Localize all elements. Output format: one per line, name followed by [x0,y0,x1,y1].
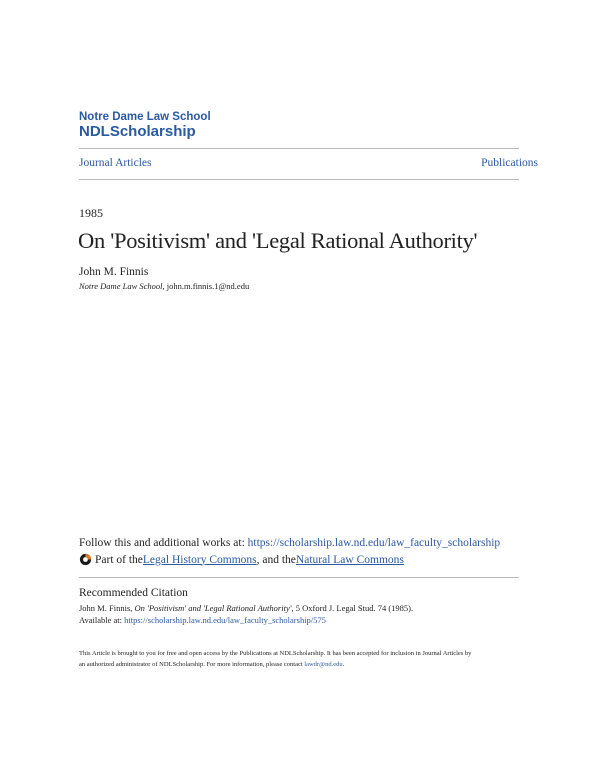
legal-history-commons-link[interactable]: Legal History Commons [142,553,257,566]
notice-prefix: an authorized administrator of NDLScholarship. For more information, please contact [79,661,305,668]
affiliation-email: , john.m.finnis.1@nd.edu [162,281,250,291]
natural-law-commons-link[interactable]: Natural Law Commons [295,553,404,566]
affiliation-institution: Notre Dame Law School [79,281,163,291]
access-notice-line1: This Article is brought to you for free and open access by the Publications at NDLScholarship. It has been accepted for inclusion in Journal Articles by [79,650,472,657]
divider-nav [79,179,519,180]
divider-citation [79,577,519,578]
divider-top [79,148,519,149]
citation-author: John M. Finnis, [79,603,135,613]
institution-school[interactable]: Notre Dame Law School [79,111,211,123]
citation-title: On 'Positivism' and 'Legal Rational Authority' [134,603,292,613]
part-of-prefix: Part of the [95,553,143,566]
part-of-middle: , and the [256,553,296,566]
follow-line [79,537,500,549]
access-notice-line2 [79,661,344,668]
article-title: On 'Positivism' and 'Legal Rational Authority' [78,228,478,253]
follow-prefix: Follow this and additional works at: [79,537,248,549]
part-of-line [79,553,404,566]
network-icon [79,553,92,566]
journal-articles-link[interactable]: Journal Articles [79,157,152,169]
author-name: John M. Finnis [79,266,149,278]
contact-email-link[interactable]: lawdr@nd.edu [304,661,343,668]
publications-link[interactable]: Publications [481,157,538,169]
notice-suffix: . [342,661,345,668]
available-prefix: Available at: [79,615,125,625]
citation-availability [79,615,326,625]
citation-source: , 5 Oxford J. Legal Stud. 74 (1985). [291,603,414,613]
publication-year: 1985 [79,206,103,220]
institution-repository[interactable]: NDLScholarship [79,123,196,140]
follow-url-link[interactable]: https://scholarship.law.nd.edu/law_faculty_scholarship [247,537,501,549]
citation-text [79,603,413,613]
recommended-citation-heading: Recommended Citation [79,587,188,599]
author-affiliation [79,281,249,291]
citation-url-link[interactable]: https://scholarship.law.nd.edu/law_faculty_scholarship/575 [124,615,326,625]
